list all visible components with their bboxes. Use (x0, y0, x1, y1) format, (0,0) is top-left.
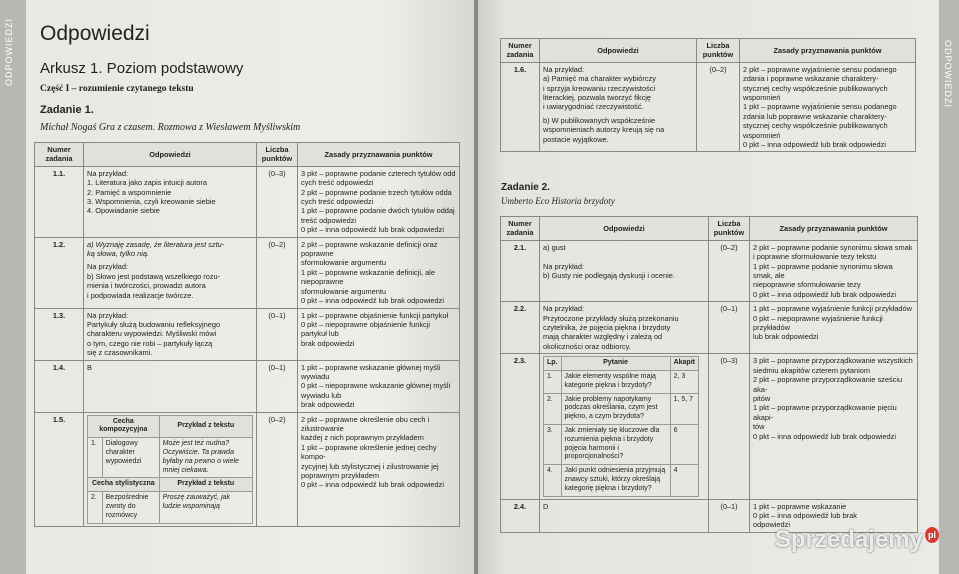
inner-num: 2. (88, 492, 103, 523)
points-cell: (0–3) (709, 354, 750, 499)
col-header: Odpowiedzi (84, 143, 257, 167)
inner-row (544, 371, 699, 394)
table-row (35, 412, 460, 526)
table-row (35, 237, 460, 308)
task-number: 1.2. (35, 237, 84, 308)
inner-table-composition (87, 415, 253, 524)
col-header: Zasady przyznawania punktów (750, 217, 918, 241)
page-title: Odpowiedzi (40, 22, 150, 45)
points-cell: (0–2) (257, 412, 298, 526)
points-cell: (0–2) (697, 62, 740, 152)
inner-row (544, 425, 699, 465)
points-cell: (0–3) (257, 166, 298, 237)
inner-table-questions (543, 356, 699, 496)
inner-header: Lp. (544, 357, 562, 371)
inner-header: Cecha stylistyczna (88, 478, 160, 492)
task-heading: Zadanie 2. (501, 182, 550, 193)
answer-b: Na przykład: b) Słowo jest podstawą wszelkiego rozu- mienia i twórczości, prowadzi autora i podpowiada realizacje twórcze. (87, 262, 221, 300)
table-row (35, 166, 460, 237)
points-cell: (0–2) (257, 237, 298, 308)
rules-cell: 1 pkt – poprawne wyjaśnienie funkcji przykładów 0 pkt – niepoprawne wyjaśnienie funkcji przykładów lub brak odpowiedzi (750, 302, 918, 354)
points-cell: (0–1) (709, 499, 750, 532)
source-text: Umberto Eco Historia brzydoty (501, 196, 615, 206)
answers-table-right-top (500, 38, 916, 152)
table-row (501, 62, 916, 152)
points-cell: (0–1) (709, 302, 750, 354)
col-header: Numer zadania (501, 217, 540, 241)
task-number: 2.3. (501, 354, 540, 499)
rules-cell: 3 pkt – poprawne podanie czterech tytułów odd cych treść odpowiedzi 2 pkt – poprawne podanie trzech tytułów odda cych treść odpowiedzi 1 pkt – poprawne podanie dwóch tytułów oddaj treść odpowiedzi 0 pkt – inna odpowiedź lub brak odpowiedzi (298, 166, 460, 237)
col-header: Odpowiedzi (540, 217, 709, 241)
inner-num: 1. (544, 371, 562, 394)
answer-cell: Na przykład: Przytoczone przykłady służą przekonaniu czytelnika, że pojęcia piękna i brzydoty mają charakter względny i zależą od okoliczności oraz odbiorcy. (540, 302, 709, 354)
col-header: Zasady przyznawania punktów (740, 39, 916, 63)
table-header-row (501, 39, 916, 63)
rules-cell: 2 pkt – poprawne wskazanie definicji oraz poprawne sformułowanie argumentu 1 pkt – poprawne wskazanie definicji, ale niepoprawne sformułowanie argumentu 0 pkt – inna odpowiedź lub brak odpowiedzi (298, 237, 460, 308)
answers-table-left (34, 142, 460, 527)
inner-paragraph: 4 (670, 465, 698, 496)
section-tab-label: ODPOWIEDZI (4, 18, 14, 86)
inner-num: 1. (88, 438, 103, 478)
answer-cell: B (84, 360, 257, 412)
answer-cell (84, 412, 257, 526)
answer-cell: D (540, 499, 709, 532)
col-header: Zasady przyznawania punktów (298, 143, 460, 167)
table-row (501, 302, 918, 354)
inner-example: Może jest też nudna? Oczywiście. Ta prawda byłaby na pewno o wiele mniej ciekawa. (159, 438, 252, 478)
inner-paragraph: 1, 5, 7 (670, 393, 698, 424)
inner-example: Proszę zauważyć, jak ludzie wspominają (159, 492, 252, 523)
section-tab (939, 0, 959, 574)
inner-row (88, 492, 253, 523)
section-tab (0, 0, 26, 574)
section-tab-label: ODPOWIEDZI (943, 40, 953, 108)
inner-header: Przykład z tekstu (159, 478, 252, 492)
part-heading: Część I – rozumienie czytanego tekstu (40, 84, 194, 94)
watermark-badge: pl (925, 527, 939, 543)
task-number: 1.5. (35, 412, 84, 526)
inner-question: Jakie problemy napotykamy podczas określania, czym jest piękno, a czym brzydota? (561, 393, 670, 424)
answer-cell (84, 237, 257, 308)
inner-header: Cecha kompozycyjna (88, 415, 160, 438)
inner-num: 4. (544, 465, 562, 496)
watermark-brand: Sprzedajemy (774, 526, 923, 553)
rules-cell: 2 pkt – poprawne wyjaśnienie sensu podanego zdania i poprawne wskazanie charaktery- stycznej cechy współcześnie publikowanych wspomnień 1 pkt – poprawne wyjaśnienie sensu podanego zdania lub poprawne wskazanie charaktery- stycznej cechy współcześnie publikowanych wspomnień 0 pkt – inna odpowiedź lub brak odpowiedzi (740, 62, 916, 152)
inner-paragraph: 6 (670, 425, 698, 465)
inner-paragraph: 2, 3 (670, 371, 698, 394)
inner-header: Pytanie (561, 357, 670, 371)
inner-question: Jakie elementy wspólne mają kategorie piękna i brzydoty? (561, 371, 670, 394)
col-header: Numer zadania (501, 39, 540, 63)
inner-feature: Bezpośrednie zwroty do rozmówcy (102, 492, 159, 523)
col-header: Odpowiedzi (540, 39, 697, 63)
points-cell: (0–2) (709, 240, 750, 301)
task-heading: Zadanie 1. (40, 104, 94, 116)
answer-cell: Na przykład: Partykuły służą budowaniu refleksyjnego charakteru wypowiedzi. Myśliwski mówi o tym, czego nie robi – partykuły łączą się z czasownikami. (84, 308, 257, 360)
inner-question: Jaki punkt odniesienia przyjmują znawcy sztuki, którzy określają kategorię piękna i brzydoty? (561, 465, 670, 496)
watermark-logo (775, 526, 939, 554)
inner-num: 3. (544, 425, 562, 465)
col-header: Liczba punktów (257, 143, 298, 167)
task-number: 1.1. (35, 166, 84, 237)
table-row (501, 240, 918, 301)
task-number: 1.4. (35, 360, 84, 412)
task-number: 2.4. (501, 499, 540, 532)
answer-cell: a) gust Na przykład: b) Gusty nie podlegają dyskusji i ocenie. (540, 240, 709, 301)
col-header: Liczba punktów (709, 217, 750, 241)
task-number: 1.3. (35, 308, 84, 360)
answer-a: Na przykład: a) Pamięć ma charakter wybiórczy i sprzyja kreowaniu rzeczywistości literackiej, pozwala tworzyć fikcję i uwiarygodniać rzeczywistość. (543, 64, 656, 112)
col-header: Liczba punktów (697, 39, 740, 63)
table-row (35, 360, 460, 412)
inner-row (88, 438, 253, 478)
inner-row (544, 465, 699, 496)
inner-header: Akapit (670, 357, 698, 371)
inner-row (544, 393, 699, 424)
inner-feature: Dialogowy charakter wypowiedzi (102, 438, 159, 478)
points-cell: (0–1) (257, 308, 298, 360)
rules-cell: 1 pkt – poprawne objaśnienie funkcji partykuł 0 pkt – niepoprawne objaśnienie funkcji partykuł lub brak odpowiedzi (298, 308, 460, 360)
sheet-heading: Arkusz 1. Poziom podstawowy (40, 60, 244, 77)
task-number: 2.1. (501, 240, 540, 301)
answer-cell (540, 354, 709, 499)
col-header: Numer zadania (35, 143, 84, 167)
answer-cell: Na przykład: 1. Literatura jako zapis intuicji autora 2. Pamięć a wspomnienie 3. Wspomnienia, czyli kreowanie siebie 4. Opowiadanie siebie (84, 166, 257, 237)
inner-header: Przykład z tekstu (159, 415, 252, 438)
inner-question: Jak zmieniały się kluczowe dla rozumienia piękna i brzydoty pojęcia harmonii i proporcjonalności? (561, 425, 670, 465)
answer-a: a) Wyznaję zasadę, że literatura jest sztu- ką słowa, tylko nią. (87, 239, 225, 259)
table-row (501, 354, 918, 499)
table-row (35, 308, 460, 360)
answer-cell (540, 62, 697, 152)
rules-cell: 3 pkt – poprawne przyporządkowanie wszystkich siedmiu akapitów czterem pytaniom 2 pkt – poprawne przyporządkowanie sześciu aka- pitów 1 pkt – poprawne przyporządkowanie pięciu akapi- tów 0 pkt – inna odpowiedź lub brak odpowiedzi (750, 354, 918, 499)
inner-num: 2. (544, 393, 562, 424)
table-header-row (35, 143, 460, 167)
points-cell: (0–1) (257, 360, 298, 412)
rules-cell: 2 pkt – poprawne określenie obu cech i zilustrowanie każdej z nich poprawnym przykładem 1 pkt – poprawne określenie jednej cechy kompo- zycyjnej lub stylistycznej i zilustrowanie jej poprawnym przykładem 0 pkt – inna odpowiedź lub brak odpowiedzi (298, 412, 460, 526)
answers-table-right (500, 216, 918, 533)
table-header-row (501, 217, 918, 241)
rules-cell: 2 pkt – poprawne podanie synonimu słowa smak i poprawne sformułowanie tezy tekstu 1 pkt – poprawne podanie synonimu słowa smak, ale niepoprawne sformułowanie tezy 0 pkt – inna odpowiedź lub brak odpowiedzi (750, 240, 918, 301)
task-number: 2.2. (501, 302, 540, 354)
left-page (0, 0, 476, 574)
task-number: 1.6. (501, 62, 540, 152)
rules-cell: 1 pkt – poprawne wskazanie 0 pkt – inna odpowiedź lub brak odpowiedzi (750, 499, 918, 532)
source-text: Michał Nogaś Gra z czasem. Rozmowa z Wiesławem Myśliwskim (40, 122, 301, 133)
rules-cell: 1 pkt – poprawne wskazanie głównej myśli wywiadu 0 pkt – niepoprawne wskazanie głównej myśli wywiadu lub brak odpowiedzi (298, 360, 460, 412)
answer-b: b) W publikowanych współcześnie wspomnieniach autorzy kreują się na postacie wyjątkowe. (543, 115, 665, 144)
